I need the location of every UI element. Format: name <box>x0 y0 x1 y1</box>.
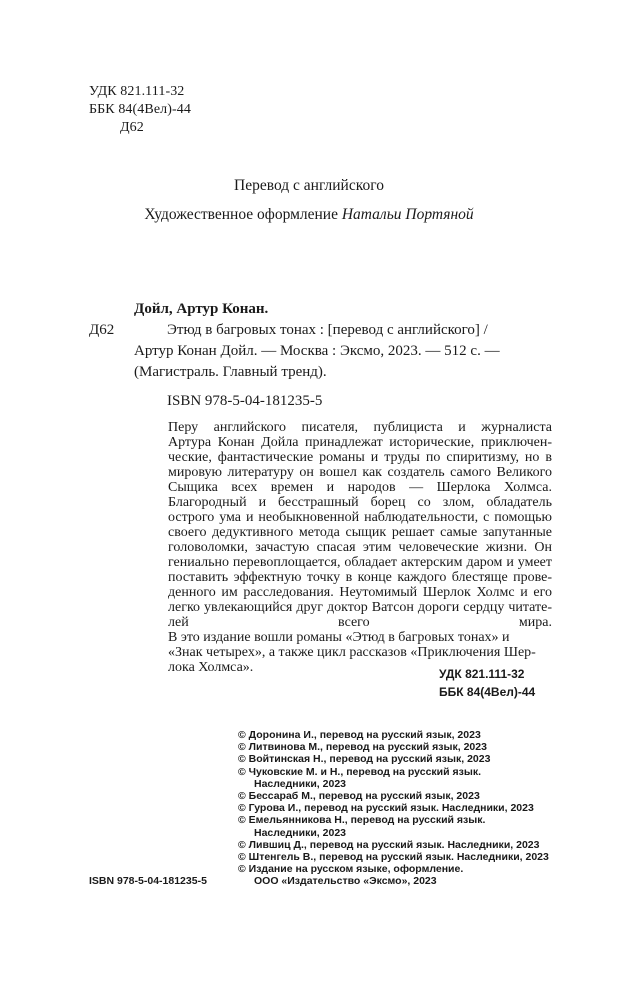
bib-line: Этюд в багровых тонах : [перевод с английского] / <box>167 322 488 338</box>
annotation-line: своего дедуктивного метода сыщик решает самые запутанные <box>168 525 552 540</box>
annotation-paragraph <box>134 420 552 495</box>
copyright-line: © Издание на русском языке, оформление. <box>238 863 464 876</box>
copyright-line: © Бессараб М., перевод на русский язык, 2023 <box>238 790 480 803</box>
art-credit-name: Натальи Портяной <box>341 206 474 223</box>
annotation-line: лей всего мира. <box>168 615 552 630</box>
udk-code: УДК 821.111-32 <box>89 84 185 99</box>
annotation-paragraph <box>134 495 552 630</box>
annotation-line: головоломки, зачастую спасая этим человеческие жизни. Он <box>168 540 552 555</box>
annotation-line: лока Холмса». <box>168 660 254 675</box>
annotation <box>134 420 552 675</box>
copyright-line: © Гурова И., перевод на русский язык. Наследники, 2023 <box>238 802 534 815</box>
copyright-line-continued: ООО «Издательство «Эксмо», 2023 <box>254 875 437 888</box>
copyright-line: © Емельянникова Н., перевод на русский язык. <box>238 814 486 827</box>
art-credit <box>0 206 618 224</box>
bib-author-heading: Дойл, Артур Конан. <box>134 301 269 317</box>
annotation-line: Сыщика всех времен и народов — Шерлока Холмса. <box>168 480 552 495</box>
translation-note: Перевод с английского <box>234 177 384 194</box>
annotation-line: Перу английского писателя, публициста и журналиста <box>168 420 552 435</box>
annotation-line: «Знак четырех», а также цикл рассказов «Приключения Шер- <box>168 645 536 660</box>
copyright-list <box>238 729 549 888</box>
annotation-line: поставить эффектную точку в конце каждого блестяще прове- <box>168 570 552 585</box>
bib-isbn: ISBN 978-5-04-181235-5 <box>167 393 323 409</box>
udk-code-bold: УДК 821.111-32 <box>439 667 525 681</box>
bbk-code-bold: ББК 84(4Вел)-44 <box>439 685 536 699</box>
bbk-code: ББК 84(4Вел)-44 <box>89 102 191 117</box>
art-credit-prefix: Художественное оформление <box>144 206 338 223</box>
copyright-line: © Литвинова М., перевод на русский язык, 2023 <box>238 741 487 754</box>
copyright-line: © Лившиц Д., перевод на русский язык. Наследники, 2023 <box>238 838 540 851</box>
annotation-line: мировую литературу он вошел как создатель самого Великого <box>168 465 552 480</box>
annotation-line: Благородный и бесстрашный борец со злом, обладатель <box>168 495 552 510</box>
annotation-line: гениально перевоплощается, обладает актерским даром и умеет <box>168 555 552 570</box>
isbn-bottom: ISBN 978-5-04-181235-5 <box>89 875 207 887</box>
bib-line: Артур Конан Дойл. — Москва : Эксмо, 2023. — 512 с. — <box>134 343 500 359</box>
copyright-line: © Чуковские М. и Н., перевод на русский язык. <box>238 765 481 778</box>
annotation-line: острого ума и необыкновенной наблюдательности, с помощью <box>168 510 552 525</box>
annotation-line: ческие, фантастические романы и труды по спиритизму, но в <box>168 450 552 465</box>
bib-line: (Магистраль. Главный тренд). <box>134 364 327 380</box>
copyright-line: © Войтинская Н., перевод на русский язык, 2023 <box>238 753 491 766</box>
copyright-line: © Штенгель В., перевод на русский язык. Наследники, 2023 <box>238 851 549 864</box>
copyright-line: © Доронина И., перевод на русский язык, 2023 <box>238 729 481 741</box>
annotation-line: денного им расследования. Неутомимый Шерлок Холмс и его <box>168 585 552 600</box>
copyright-line-continued: Наследники, 2023 <box>254 826 346 839</box>
bib-author-sign: Д62 <box>89 322 115 338</box>
annotation-line: Артура Конан Дойла принадлежат исторические, приключен- <box>168 435 552 450</box>
copyright-line-continued: Наследники, 2023 <box>254 777 346 790</box>
author-sign: Д62 <box>120 120 144 135</box>
annotation-line: В это издание вошли романы «Этюд в багровых тонах» и <box>168 630 510 645</box>
annotation-line: легко увлекающийся друг доктор Ватсон дороги сердцу читате- <box>168 600 552 615</box>
